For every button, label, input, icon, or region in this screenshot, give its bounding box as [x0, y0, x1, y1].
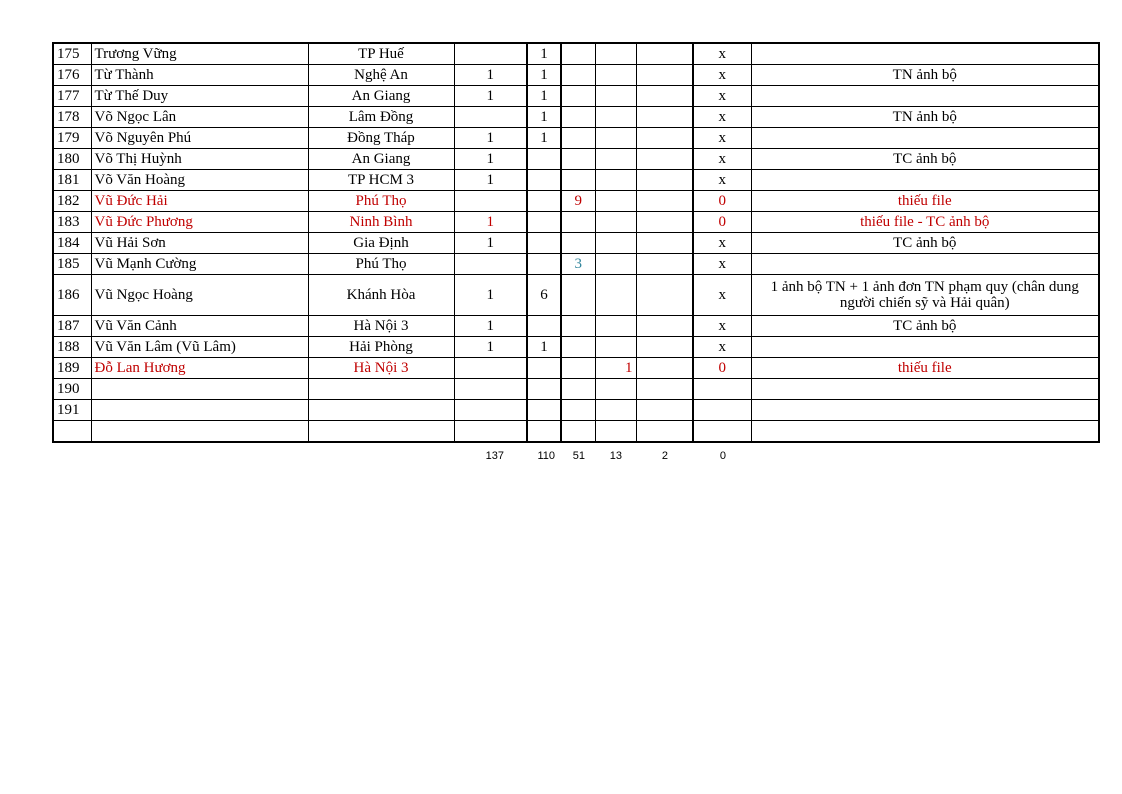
row-number-cell: 184 [53, 233, 91, 254]
count-col-b-cell [527, 212, 561, 233]
person-name-cell [91, 421, 308, 443]
count-col-c-cell [561, 212, 595, 233]
row-number-cell: 175 [53, 43, 91, 65]
count-col-e-cell [636, 107, 693, 128]
count-col-b-cell [527, 149, 561, 170]
note-cell [751, 254, 1099, 275]
table-row [53, 107, 1099, 128]
province-cell [308, 421, 454, 443]
count-col-a-cell: 1 [454, 316, 527, 337]
count-col-a-cell: 1 [454, 212, 527, 233]
count-col-d-cell [595, 379, 636, 400]
count-col-d-cell [595, 421, 636, 443]
row-number-cell: 187 [53, 316, 91, 337]
count-col-b-cell: 1 [527, 86, 561, 107]
row-number-cell: 188 [53, 337, 91, 358]
count-col-b-cell [527, 316, 561, 337]
table-row [53, 170, 1099, 191]
count-col-b-cell: 1 [527, 43, 561, 65]
row-number-cell: 191 [53, 400, 91, 421]
person-name-cell: Vũ Văn Lâm (Vũ Lâm) [91, 337, 308, 358]
row-number-cell [53, 421, 91, 443]
province-cell [308, 379, 454, 400]
count-col-e-cell [636, 379, 693, 400]
note-cell [751, 421, 1099, 443]
status-mark-cell: x [693, 170, 751, 191]
table-row [53, 400, 1099, 421]
row-number-cell: 179 [53, 128, 91, 149]
person-name-cell: Vũ Đức Phương [91, 212, 308, 233]
person-name-cell: Võ Thị Huỳnh [91, 149, 308, 170]
status-mark-cell: x [693, 149, 751, 170]
count-col-d-cell [595, 191, 636, 212]
count-col-b-cell [527, 233, 561, 254]
table-row [53, 337, 1099, 358]
count-col-e-cell [636, 421, 693, 443]
total-col-x: 0 [719, 450, 726, 462]
note-cell [751, 170, 1099, 191]
count-col-a-cell: 1 [454, 233, 527, 254]
status-mark-cell: x [693, 107, 751, 128]
person-name-cell: Võ Nguyên Phú [91, 128, 308, 149]
person-name-cell: Vũ Ngọc Hoàng [91, 275, 308, 316]
note-cell: TC ảnh bộ [751, 149, 1099, 170]
count-col-a-cell: 1 [454, 170, 527, 191]
note-cell [751, 86, 1099, 107]
note-cell [751, 379, 1099, 400]
count-col-e-cell [636, 275, 693, 316]
count-col-c-cell [561, 128, 595, 149]
count-col-b-cell: 1 [527, 107, 561, 128]
count-col-c-cell [561, 233, 595, 254]
province-cell: TP Huế [308, 43, 454, 65]
count-col-e-cell [636, 212, 693, 233]
status-mark-cell: 0 [693, 212, 751, 233]
count-col-e-cell [636, 233, 693, 254]
table-row [53, 421, 1099, 443]
row-number-cell: 177 [53, 86, 91, 107]
status-mark-cell: x [693, 86, 751, 107]
count-col-d-cell [595, 212, 636, 233]
count-col-a-cell: 1 [454, 128, 527, 149]
status-mark-cell: x [693, 275, 751, 316]
province-cell: Đồng Tháp [308, 128, 454, 149]
count-col-c-cell [561, 149, 595, 170]
status-mark-cell: x [693, 337, 751, 358]
count-col-e-cell [636, 128, 693, 149]
table-row [53, 379, 1099, 400]
province-cell: Khánh Hòa [308, 275, 454, 316]
status-mark-cell [693, 421, 751, 443]
count-col-e-cell [636, 400, 693, 421]
count-col-b-cell [527, 400, 561, 421]
count-col-d-cell [595, 107, 636, 128]
table-row [53, 86, 1099, 107]
count-col-b-cell: 1 [527, 337, 561, 358]
count-col-d-cell: 1 [595, 358, 636, 379]
count-col-d-cell [595, 337, 636, 358]
count-col-c-cell [561, 421, 595, 443]
province-cell: An Giang [308, 86, 454, 107]
status-mark-cell [693, 400, 751, 421]
count-col-a-cell [454, 107, 527, 128]
table-row [53, 128, 1099, 149]
province-cell: TP HCM 3 [308, 170, 454, 191]
note-cell: thiếu file - TC ảnh bộ [751, 212, 1099, 233]
count-col-d-cell [595, 43, 636, 65]
row-number-cell: 181 [53, 170, 91, 191]
row-number-cell: 178 [53, 107, 91, 128]
note-cell: TN ảnh bộ [751, 107, 1099, 128]
count-col-b-cell [527, 191, 561, 212]
table-row [53, 149, 1099, 170]
count-col-c-cell [561, 65, 595, 86]
count-col-a-cell: 1 [454, 337, 527, 358]
note-cell [751, 43, 1099, 65]
total-col-c: 51 [572, 450, 585, 462]
status-mark-cell: x [693, 316, 751, 337]
person-name-cell: Vũ Đức Hải [91, 191, 308, 212]
note-cell: TC ảnh bộ [751, 233, 1099, 254]
row-number-cell: 180 [53, 149, 91, 170]
table-row [53, 316, 1099, 337]
count-col-a-cell [454, 43, 527, 65]
count-col-d-cell [595, 149, 636, 170]
count-col-c-cell [561, 400, 595, 421]
person-name-cell: Trương Vững [91, 43, 308, 65]
count-col-b-cell: 1 [527, 65, 561, 86]
count-col-d-cell [595, 65, 636, 86]
count-col-a-cell [454, 254, 527, 275]
count-col-e-cell [636, 254, 693, 275]
count-col-c-cell [561, 86, 595, 107]
count-col-a-cell: 1 [454, 275, 527, 316]
count-col-e-cell [636, 170, 693, 191]
status-mark-cell: x [693, 254, 751, 275]
totals-row [0, 450, 1122, 464]
count-col-e-cell [636, 316, 693, 337]
person-name-cell: Từ Thế Duy [91, 86, 308, 107]
count-col-a-cell: 1 [454, 65, 527, 86]
count-col-d-cell [595, 400, 636, 421]
note-cell [751, 128, 1099, 149]
count-col-b-cell [527, 358, 561, 379]
count-col-a-cell [454, 400, 527, 421]
count-col-e-cell [636, 337, 693, 358]
province-cell: Ninh Bình [308, 212, 454, 233]
table-row [53, 254, 1099, 275]
note-cell [751, 337, 1099, 358]
status-mark-cell: 0 [693, 358, 751, 379]
status-mark-cell: x [693, 65, 751, 86]
province-cell: Gia Định [308, 233, 454, 254]
count-col-c-cell: 9 [561, 191, 595, 212]
count-col-a-cell [454, 358, 527, 379]
province-cell: Phú Thọ [308, 254, 454, 275]
province-cell: Phú Thọ [308, 191, 454, 212]
person-name-cell: Vũ Hải Sơn [91, 233, 308, 254]
count-col-b-cell [527, 379, 561, 400]
person-name-cell [91, 379, 308, 400]
note-cell: TC ảnh bộ [751, 316, 1099, 337]
note-cell [751, 400, 1099, 421]
total-col-d: 13 [609, 450, 622, 462]
count-col-e-cell [636, 43, 693, 65]
province-cell: Hải Phòng [308, 337, 454, 358]
count-col-e-cell [636, 191, 693, 212]
count-col-c-cell [561, 43, 595, 65]
total-col-a: 137 [485, 450, 504, 462]
status-mark-cell: x [693, 233, 751, 254]
count-col-b-cell [527, 421, 561, 443]
count-col-d-cell [595, 233, 636, 254]
row-number-cell: 182 [53, 191, 91, 212]
province-cell: Nghệ An [308, 65, 454, 86]
table-row [53, 233, 1099, 254]
count-col-c-cell [561, 107, 595, 128]
note-cell: TN ảnh bộ [751, 65, 1099, 86]
table-row [53, 65, 1099, 86]
row-number-cell: 185 [53, 254, 91, 275]
status-mark-cell: 0 [693, 191, 751, 212]
table-row [53, 358, 1099, 379]
count-col-d-cell [595, 316, 636, 337]
count-col-e-cell [636, 149, 693, 170]
person-name-cell: Võ Ngọc Lân [91, 107, 308, 128]
count-col-b-cell: 1 [527, 128, 561, 149]
count-col-b-cell: 6 [527, 275, 561, 316]
data-table [52, 42, 1100, 443]
count-col-c-cell [561, 379, 595, 400]
note-cell: thiếu file [751, 358, 1099, 379]
count-col-a-cell [454, 421, 527, 443]
count-col-a-cell [454, 379, 527, 400]
count-col-c-cell [561, 275, 595, 316]
province-cell: Lâm Đồng [308, 107, 454, 128]
province-cell: Hà Nội 3 [308, 358, 454, 379]
count-col-e-cell [636, 86, 693, 107]
person-name-cell: Vũ Mạnh Cường [91, 254, 308, 275]
status-mark-cell: x [693, 128, 751, 149]
person-name-cell: Đỗ Lan Hương [91, 358, 308, 379]
count-col-d-cell [595, 128, 636, 149]
province-cell: Hà Nội 3 [308, 316, 454, 337]
count-col-b-cell [527, 170, 561, 191]
row-number-cell: 183 [53, 212, 91, 233]
note-cell: 1 ảnh bộ TN + 1 ảnh đơn TN phạm quy (chân dung người chiến sỹ và Hải quân) [751, 275, 1099, 316]
count-col-e-cell [636, 65, 693, 86]
count-col-d-cell [595, 86, 636, 107]
count-col-c-cell [561, 316, 595, 337]
count-col-c-cell [561, 170, 595, 191]
count-col-d-cell [595, 254, 636, 275]
total-col-b: 110 [537, 450, 555, 462]
person-name-cell [91, 400, 308, 421]
count-col-d-cell [595, 275, 636, 316]
row-number-cell: 176 [53, 65, 91, 86]
province-cell [308, 400, 454, 421]
note-cell: thiếu file [751, 191, 1099, 212]
table-row [53, 191, 1099, 212]
count-col-c-cell [561, 358, 595, 379]
row-number-cell: 189 [53, 358, 91, 379]
count-col-d-cell [595, 170, 636, 191]
person-name-cell: Từ Thành [91, 65, 308, 86]
table-row [53, 212, 1099, 233]
person-name-cell: Võ Văn Hoàng [91, 170, 308, 191]
province-cell: An Giang [308, 149, 454, 170]
count-col-c-cell: 3 [561, 254, 595, 275]
count-col-a-cell: 1 [454, 86, 527, 107]
total-col-e: 2 [661, 450, 668, 462]
count-col-e-cell [636, 358, 693, 379]
status-mark-cell: x [693, 43, 751, 65]
status-mark-cell [693, 379, 751, 400]
count-col-c-cell [561, 337, 595, 358]
row-number-cell: 190 [53, 379, 91, 400]
count-col-a-cell: 1 [454, 149, 527, 170]
count-col-a-cell [454, 191, 527, 212]
person-name-cell: Vũ Văn Cảnh [91, 316, 308, 337]
table-row [53, 43, 1099, 65]
count-col-b-cell [527, 254, 561, 275]
table-row [53, 275, 1099, 316]
row-number-cell: 186 [53, 275, 91, 316]
